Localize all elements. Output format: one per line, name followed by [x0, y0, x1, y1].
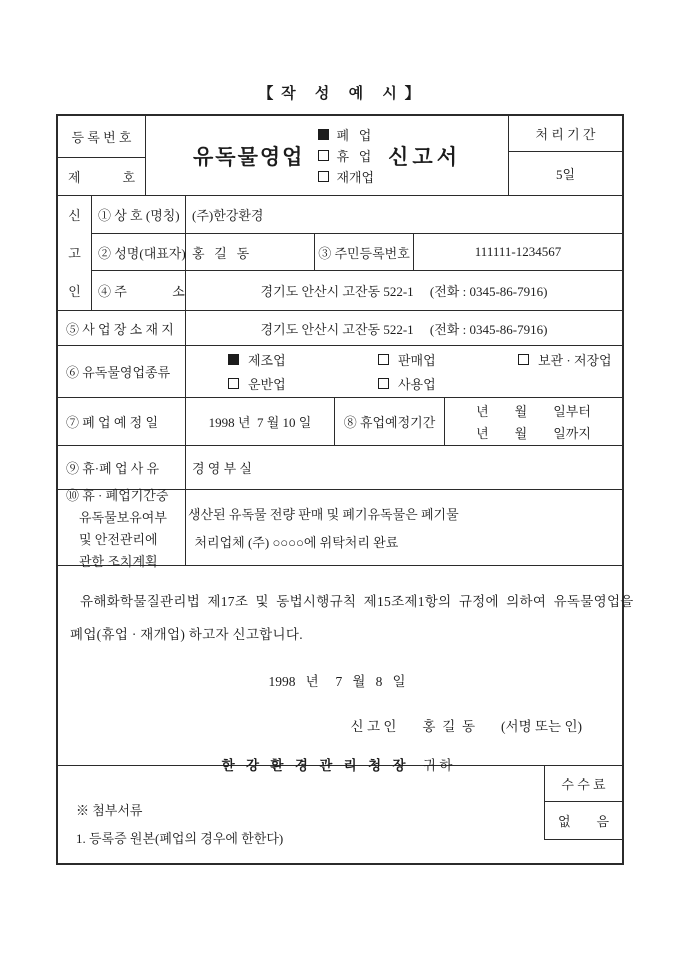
address-label: ④ 주 소 [92, 271, 186, 310]
suspension-period-label: ⑧ 휴업예정기간 [335, 398, 445, 445]
checkbox-icon [518, 354, 529, 365]
addressee-suffix: 귀 하 [422, 758, 453, 773]
signature-applicant-label: 신 고 인 [350, 719, 397, 734]
business-site-value: 경기도 안산시 고잔동 522-1 (전화 : 0345-86-7916) [260, 321, 548, 337]
signature-note: (서명 또는 인) [501, 719, 582, 734]
plan-label-line: ⑩ 휴 · 폐업기간중 [66, 488, 169, 503]
report-form-table [56, 114, 634, 865]
declaration-section [58, 566, 634, 773]
company-name-row [92, 196, 622, 234]
company-name-label: ① 상 호 (명칭) [92, 196, 186, 233]
business-type-option [228, 374, 378, 393]
checkbox-icon [318, 129, 329, 140]
option-label: 운반업 [248, 377, 286, 392]
option-label: 제조업 [248, 353, 286, 368]
company-name-value: (주)한강환경 [192, 207, 264, 223]
report-type-option [318, 167, 374, 186]
resident-number-label: ③ 주민등록번호 [315, 234, 414, 271]
form-title-cell [146, 116, 509, 195]
header-left-column [58, 116, 146, 195]
business-site-label: ⑤ 사 업 장 소 재 지 [58, 311, 186, 345]
suspension-to: 년 월 일까지 [476, 426, 591, 441]
applicant-char: 고 [68, 246, 81, 261]
report-type-label: 재개업 [336, 170, 375, 185]
report-type-option [318, 125, 374, 144]
addressee-name: 한 강 환 경 관 리 청 장 [221, 758, 410, 773]
declaration-body-line2: 폐업(휴업 · 재개업) 하고자 신고합니다. [70, 627, 303, 642]
business-type-row [58, 346, 622, 398]
attachment-item: 1. 등록증 원본(폐업의 경우에 한한다) [76, 831, 284, 846]
report-type-label: 폐 업 [336, 128, 372, 143]
checkbox-icon [228, 354, 239, 365]
option-label: 사용업 [398, 377, 436, 392]
attachments-title: ※ 첨부서류 [76, 803, 143, 818]
fee-box [544, 766, 622, 840]
closure-date-label: ⑦ 폐 업 예 정 일 [58, 398, 186, 445]
representative-value: 홍 길 동 [186, 234, 315, 271]
declaration-body-line1: 유해화학물질관리법 제17조 및 동법시행규칙 제15조제1항의 규정에 의하여 유독물영업을 [80, 594, 634, 609]
business-type-options [186, 346, 622, 397]
address-value: 경기도 안산시 고잔동 522-1 (전화 : 0345-86-7916) [260, 284, 548, 300]
representative-row [92, 234, 622, 272]
applicant-char: 신 [68, 208, 81, 224]
applicant-section [58, 196, 622, 311]
plan-label-line: 및 안전관리에 [79, 532, 158, 547]
option-label: 보관 · 저장업 [538, 353, 612, 368]
checkbox-icon [318, 171, 329, 182]
closure-date-value: 1998 년 7 월 10 일 [186, 398, 335, 445]
suspension-period-value [445, 398, 622, 445]
registration-number-label: 등 록 번 호 [58, 116, 145, 158]
applicant-char: 인 [68, 284, 81, 300]
business-type-option [378, 374, 518, 393]
address-row [92, 271, 622, 310]
resident-number-value: 111111-1234567 [474, 244, 562, 259]
option-label: 판매업 [398, 353, 436, 368]
safety-plan-label [58, 488, 186, 569]
safety-plan-row [58, 488, 622, 569]
processing-period-label: 처 리 기 간 [509, 116, 622, 152]
fee-value: 없 음 [545, 802, 622, 840]
plan-label-line: 관한 조치계획 [79, 554, 158, 569]
business-type-label: ⑥ 유독물영업종류 [58, 346, 186, 397]
plan-value-line: 처리업체 (주) ○○○○에 위탁처리 완료 [188, 535, 399, 550]
fee-label: 수 수 료 [545, 766, 622, 802]
form-title-suffix: 신고서 [388, 144, 461, 169]
signature-applicant-name: 홍 길 동 [422, 719, 476, 734]
plan-label-line: 유독물보유여부 [79, 510, 167, 525]
safety-plan-value [186, 490, 622, 565]
business-site-row [58, 311, 622, 346]
processing-period-column [509, 116, 622, 195]
document-number-cell [58, 158, 145, 195]
business-type-option [518, 350, 622, 369]
report-type-checkbox-group [318, 125, 374, 186]
doc-no-left: 제 [68, 170, 81, 186]
processing-period-value: 5일 [555, 167, 576, 182]
checkbox-icon [378, 354, 389, 365]
checkbox-icon [318, 150, 329, 161]
attachments-row [58, 766, 622, 863]
checkbox-icon [228, 378, 239, 389]
checkbox-icon [378, 378, 389, 389]
doc-no-right: 호 [122, 170, 135, 186]
form-title-main: 유독물영업 [193, 144, 305, 169]
report-type-option [318, 146, 374, 165]
signature-line [70, 715, 604, 735]
business-type-option [228, 350, 378, 369]
closure-reason-label: ⑨ 휴·폐 업 사 유 [58, 446, 186, 489]
plan-value-line: 생산된 유독물 전량 판매 및 폐기유독물은 폐기물 [188, 507, 459, 522]
applicant-group-label [58, 196, 92, 310]
page-title: 【 작 성 예 시 】 [258, 86, 422, 102]
form-header-row [58, 116, 622, 196]
declaration-date: 1998 년 7 월 8 일 [268, 674, 406, 689]
closure-reason-value: 경 영 부 실 [192, 461, 252, 476]
closure-reason-row [58, 446, 622, 490]
report-type-label: 휴 업 [336, 149, 372, 164]
applicant-rows [92, 196, 622, 310]
business-type-option [378, 350, 518, 369]
suspension-from: 년 월 일부터 [476, 404, 591, 419]
closure-date-row [58, 398, 622, 446]
representative-label: ② 성명(대표자) [92, 234, 186, 271]
attachments-cell [58, 766, 544, 863]
